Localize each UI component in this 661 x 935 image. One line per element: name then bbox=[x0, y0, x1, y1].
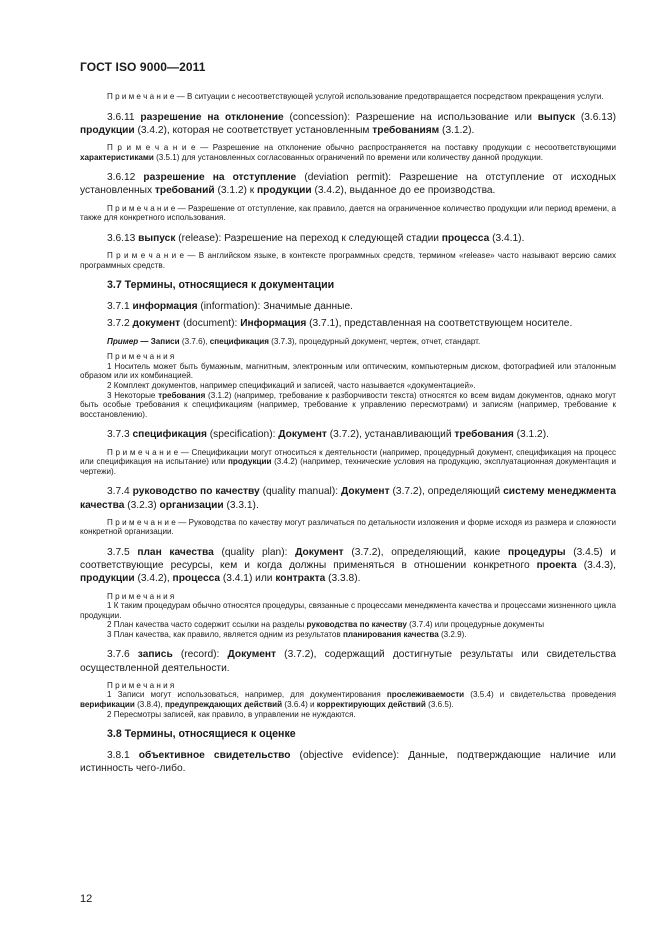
note-3-7-5-3: 3 План качества, как правило, является одним из результатов планирования качества (3.2.9). bbox=[107, 629, 467, 639]
section-3-7-heading: 3.7 Термины, относящиеся к документации bbox=[107, 279, 335, 292]
note-service: П р и м е ч а н и е — В ситуации с несоответствующей услугой использование предотвращается посредством прекращения услуги. bbox=[107, 92, 604, 101]
note-3-7-6-1: 1 Записи могут использоваться, например, для документирования прослеживаемости (3.5.4) и свидетельства проведения верификации (3.8.4), предупреждающих действий (3.6.4) и корректирующих действий (3.6.5). bbox=[80, 690, 617, 710]
term-3-8-1: 3.8.1 объективное свидетельство (objective evidence): Данные, подтверждающие наличие или истинность чего-либо. bbox=[80, 750, 616, 775]
note-3-7-5-1: 1 К таким процедурам обычно относятся процедуры, связанные с процессами менеджмента качества и процессами жизненного цикла продукции. bbox=[80, 601, 616, 620]
document-header: ГОСТ ISO 9000—2011 bbox=[80, 60, 206, 74]
term-3-6-11: 3.6.11 разрешение на отклонение (concession): Разрешение на использование или выпуск (3.6.13) продукции (3.4.2), которая не соответствует установленным требованиям (3.1.2). bbox=[80, 111, 616, 136]
example-3-7-2: Пример — Записи (3.7.6), спецификация (3.7.3), процедурный документ, чертеж, отчет, стандарт. bbox=[107, 336, 481, 346]
term-3-7-3: 3.7.3 спецификация (specification): Документ (3.7.2), устанавливающий требования (3.1.2). bbox=[107, 429, 549, 441]
note-3-7-4: П р и м е ч а н и е — Руководства по качеству могут различаться по детальности изложения и форме исходя из размера и сложности конкретной организации. bbox=[80, 517, 616, 537]
note-3-7-2-1: 1 Носитель может быть бумажным, магнитным, электронным или оптическим, компьютерным диском, фотографией или эталонным образом или их комбинацией. bbox=[80, 361, 616, 381]
term-3-7-4: 3.7.4 руководство по качеству (quality manual): Документ (3.7.2), определяющий систему менеджмента качества (3.2.3) организации (3.3.1). bbox=[80, 486, 616, 511]
note-3-7-6-2: 2 Пересмотры записей, как правило, в управлении не нуждаются. bbox=[107, 709, 356, 719]
notes-heading-3-7-2: П р и м е ч а н и я bbox=[107, 352, 175, 362]
document-body bbox=[80, 92, 616, 776]
page-number: 12 bbox=[80, 893, 93, 905]
note-3-7-5-2: 2 План качества часто содержит ссылки на разделы руководства по качеству (3.7.4) или процедурные документы bbox=[107, 620, 545, 630]
note-3-6-12: П р и м е ч а н и е — Разрешение от отступление, как правило, дается на ограниченное количество продукции или период времени, а также для конкретного использования. bbox=[80, 203, 616, 223]
notes-heading-3-7-6: П р и м е ч а н и я bbox=[107, 680, 175, 690]
note-3-7-2-3: 3 Некоторые требования (3.1.2) (например, требование к разборчивости текста) относятся ко всем видам документов, однако могут быть особые требования к спецификациям (например, требование к управлению пересмотрами) и записям (например, требование к восстановлению). bbox=[80, 390, 616, 419]
term-3-7-5: 3.7.5 план качества (quality plan): Документ (3.7.2), определяющий, какие процедуры (3.4.5) и соответствующие ресурсы, кем и когда должны применяться в отношении конкретного проекта (3.4.3), продукции (3.4.2), процесса (3.4.1) или контракта (3.3.8). bbox=[80, 546, 617, 585]
notes-heading-3-7-5: П р и м е ч а н и я bbox=[107, 591, 175, 601]
note-3-6-13: П р и м е ч а н и е — В английском языке, в контексте программных средств, термином «release» часто называют версию самих программных средств. bbox=[80, 250, 616, 270]
term-3-6-12: 3.6.12 разрешение на отступление (deviation permit): Разрешение на отступление от исходных установленных требований (3.1.2) к продукции (3.4.2), выданное до ее производства. bbox=[80, 172, 616, 197]
note-3-7-2-2: 2 Комплект документов, например спецификаций и записей, часто называется «документацией». bbox=[107, 380, 476, 390]
note-3-6-11: П р и м е ч а н и е — Разрешение на отклонение обычно распространяется на поставку продукции с несоответствующими характеристиками (3.5.1) для установленных согласованных ограничений по времени или количеству данной продукции. bbox=[80, 143, 616, 162]
term-3-7-6: 3.7.6 запись (record): Документ (3.7.2), содержащий достигнутые результаты или свидетельства осуществленной деятельности. bbox=[80, 649, 616, 674]
note-3-7-3: П р и м е ч а н и е — Спецификации могут относиться к деятельности (например, процедурный документ, спецификация на процесс или спецификация на испытание) или продукции (3.4.2) (например, технические условия на продукцию, эксплуатационная документация и чертежи). bbox=[80, 447, 616, 476]
term-3-6-13: 3.6.13 выпуск (release): Разрешение на переход к следующей стадии процесса (3.4.1). bbox=[107, 232, 525, 244]
term-3-7-1: 3.7.1 информация (information): Значимые данные. bbox=[107, 301, 353, 313]
section-3-8-heading: 3.8 Термины, относящиеся к оценке bbox=[107, 728, 296, 741]
term-3-7-2: 3.7.2 документ (document): Информация (3.7.1), представленная на соответствующем носителе. bbox=[107, 318, 573, 330]
